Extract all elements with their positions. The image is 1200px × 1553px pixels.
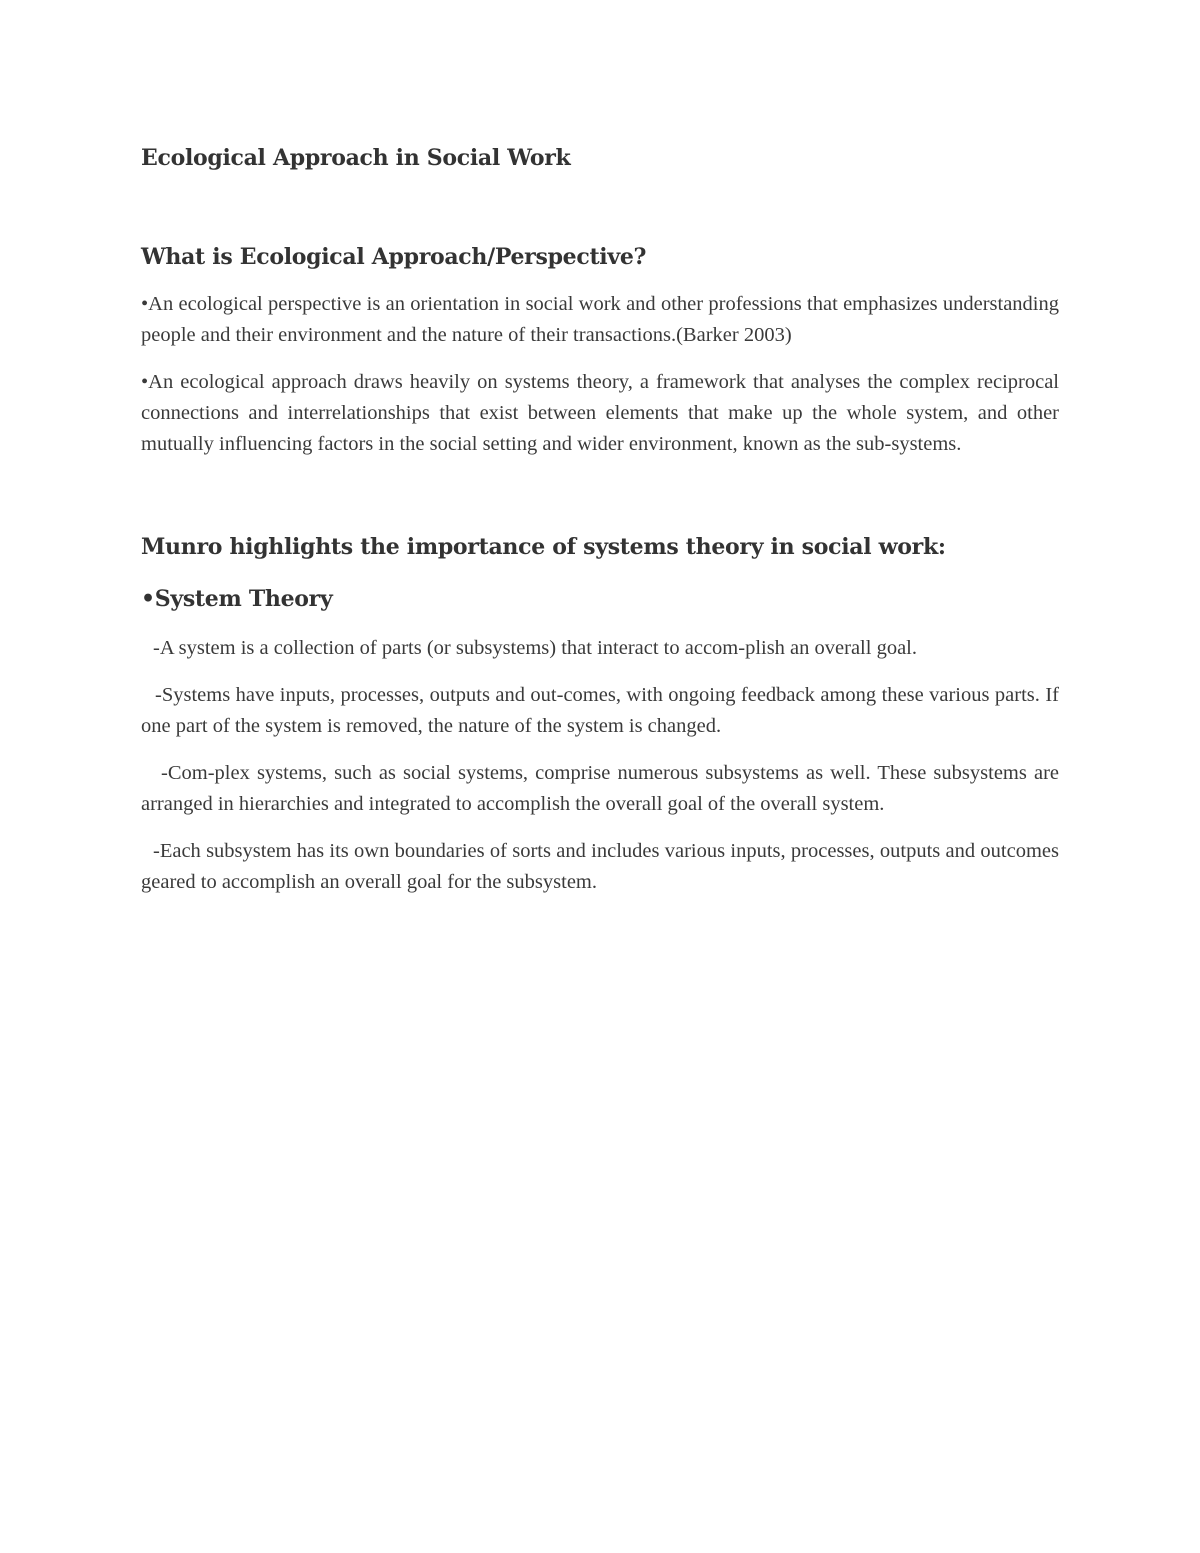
subheading-system-theory: •System Theory <box>141 586 333 612</box>
list-item: -Com-plex systems, such as social systems, comprise numerous subsystems as well. These subsystems are arranged in hierarchies and integrated to accomplish the overall goal of the overall system. <box>141 762 1059 815</box>
paragraph-systems-theory: •An ecological approach draws heavily on systems theory, a framework that analyses the complex reciprocal connections and interrelationships that exist between elements that make up the whole system, and other mutually influencing factors in the social setting and wider environment, known as the sub-systems. <box>141 371 1059 455</box>
document-body <box>141 136 1059 898</box>
section-heading-what-is: What is Ecological Approach/Perspective? <box>141 244 647 270</box>
list-item: -A system is a collection of parts (or subsystems) that interact to accom-plish an overall goal. <box>153 637 917 659</box>
document-title: Ecological Approach in Social Work <box>141 145 571 171</box>
list-item: -Systems have inputs, processes, outputs and out-comes, with ongoing feedback among these various parts. If one part of the system is removed, the nature of the system is changed. <box>141 684 1059 737</box>
section-heading-munro: Munro highlights the importance of systems theory in social work: <box>141 534 946 560</box>
paragraph-definition: •An ecological perspective is an orientation in social work and other professions that emphasizes understanding people and their environment and the nature of their transactions.(Barker 2003) <box>141 293 1059 346</box>
list-item: -Each subsystem has its own boundaries of sorts and includes various inputs, processes, outputs and outcomes geared to accomplish an overall goal for the subsystem. <box>141 840 1059 893</box>
